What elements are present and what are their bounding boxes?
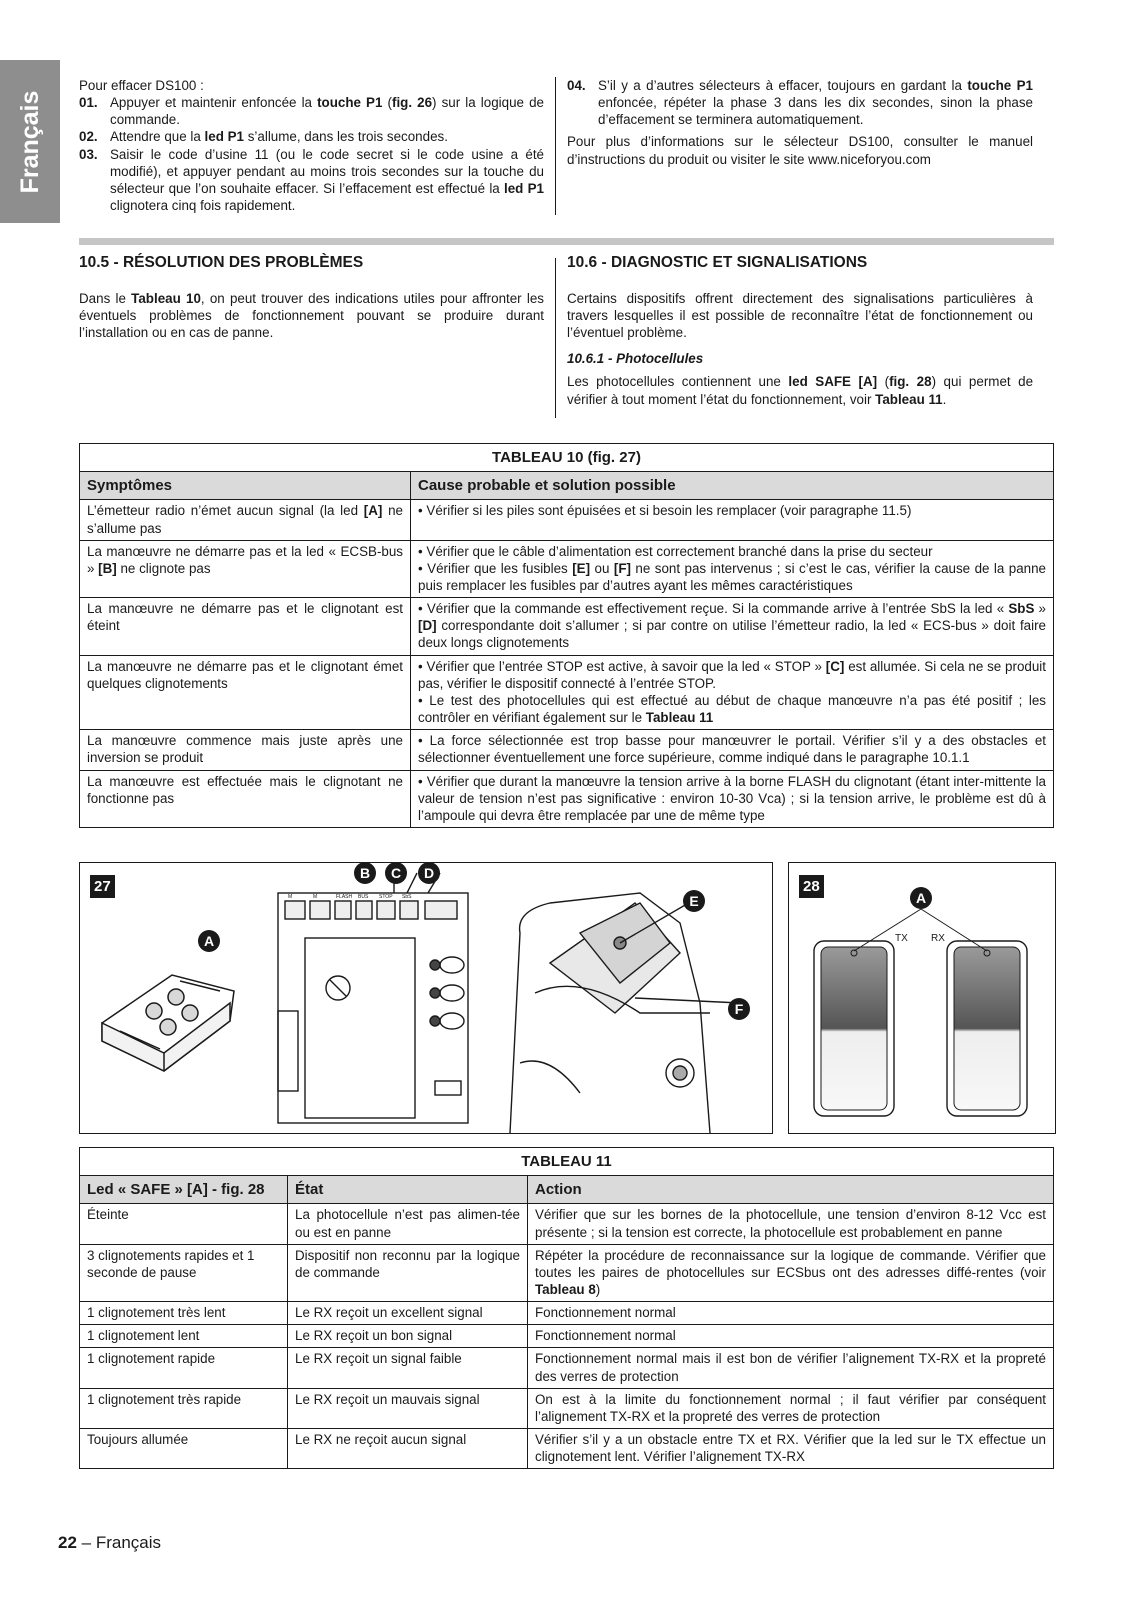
action-cell: Vérifier s’il y a un obstacle entre TX et RX. Vérifier que la led sur le TX effectue un clignotement lent. Vérifier l’alignement TX-RX — [528, 1429, 1054, 1469]
rx-label: RX — [931, 933, 945, 944]
step-03: 03. Saisir le code d’usine 11 (ou le code secret si le code usine a été modifié), et appuyer pendant au moins trois secondes sur la touche du sélecteur que l’on souhaite effacer. Si l’effacement est effectué la led P1 clignotera cinq fois rapidement. — [79, 146, 545, 214]
led-state-cell: Toujours allumée — [80, 1429, 288, 1469]
figure-27-illustration — [80, 863, 772, 1133]
solution-line: • La force sélectionnée est trop basse pour manœuvrer le portail. Vérifier s’il y a des obstacles et sélectionner éventuellement une force supérieure, comme indiqué dans le paragraphe 10.1.1 — [418, 733, 1046, 766]
table-11-header-etat: État — [288, 1176, 528, 1204]
column-divider-mid — [555, 258, 556, 418]
led-state-cell: 1 clignotement très rapide — [80, 1388, 288, 1428]
solution-cell — [411, 770, 1054, 827]
solution-line: • Vérifier que durant la manœuvre la tension arrive à la borne FLASH du clignotant (étant inter-mittente la valeur de tension n’est pas significative : environ 10-30 Vca) ; si la tension arrive, le problème est dû à l’ampoule qui devra être remplacée par une de même type — [418, 773, 1046, 823]
top-left-column — [79, 77, 544, 214]
etat-cell: Le RX reçoit un mauvais signal — [288, 1388, 528, 1428]
top-right-column — [567, 77, 1033, 168]
solution-cell — [411, 500, 1054, 540]
table-row — [80, 500, 1054, 540]
solution-line: • Le test des photocellules qui est effectué au début de chaque manœuvre n’a pas été positif ; les contrôler en vérifiant également sur le Tableau 11 — [418, 692, 1046, 726]
led-state-cell: 3 clignotements rapides et 1 seconde de pause — [80, 1244, 288, 1301]
table-11-title: TABLEAU 11 — [80, 1148, 1054, 1176]
terminal-label: BUS — [358, 894, 369, 900]
ds100-intro: Pour effacer DS100 : — [79, 78, 204, 93]
remote-control-drawing — [102, 975, 234, 1071]
symptom-cell: La manœuvre ne démarre pas et la led « ECSB-bus » [B] ne clignote pas — [80, 540, 411, 597]
table-10-title: TABLEAU 10 (fig. 27) — [80, 444, 1054, 472]
symptom-cell: La manœuvre commence mais juste après une inversion se produit — [80, 730, 411, 770]
footer-language: Français — [95, 1533, 162, 1552]
table-10 — [79, 443, 1054, 828]
table-row — [80, 770, 1054, 827]
figure-28 — [788, 862, 1056, 1134]
ds100-steps — [79, 94, 544, 214]
motor-housing-drawing — [510, 893, 740, 1133]
led-state-cell: 1 clignotement très lent — [80, 1302, 288, 1325]
symptom-cell: La manœuvre ne démarre pas et le clignotant émet quelques clignotements — [80, 655, 411, 730]
callout-c-stop-led: C — [385, 862, 407, 884]
led-state-cell: 1 clignotement lent — [80, 1325, 288, 1348]
solution-line: • Vérifier que le câble d’alimentation est correctement branché dans la prise du secteur — [418, 543, 933, 559]
section-10-6 — [567, 253, 1033, 408]
section-separator — [79, 238, 1054, 245]
solution-cell — [411, 598, 1054, 655]
action-cell: Fonctionnement normal mais il est bon de vérifier l’alignement TX-RX et la propreté des verres de protection — [528, 1348, 1054, 1388]
action-cell: Répéter la procédure de reconnaissance sur la logique de commande. Vérifier que toutes les paires de photocellules sur ECSbus ont des adresses diffé-rentes (voir Tableau 8) — [528, 1244, 1054, 1301]
table-row — [80, 1348, 1054, 1388]
callout-a-safe-led: A — [910, 887, 932, 909]
language-tab-label: Français — [16, 90, 44, 193]
table-row — [80, 1244, 1054, 1301]
control-unit-drawing — [278, 873, 468, 1123]
etat-cell: La photocellule n’est pas alimen-tée ou est en panne — [288, 1204, 528, 1244]
solution-cell — [411, 730, 1054, 770]
figure-27-number: 27 — [90, 875, 115, 898]
action-cell: Fonctionnement normal — [528, 1302, 1054, 1325]
table-11-header-action: Action — [528, 1176, 1054, 1204]
column-divider-top — [555, 77, 556, 215]
language-tab — [0, 60, 60, 223]
table-row — [80, 1429, 1054, 1469]
led-state-cell: Éteinte — [80, 1204, 288, 1244]
figure-28-number: 28 — [799, 875, 824, 898]
section-10-5 — [79, 253, 544, 341]
callout-a-remote: A — [198, 930, 220, 952]
table-11 — [79, 1147, 1054, 1469]
symptom-cell: La manœuvre est effectuée mais le clignotant ne fonctionne pas — [80, 770, 411, 827]
led-state-cell: 1 clignotement rapide — [80, 1348, 288, 1388]
etat-cell: Le RX ne reçoit aucun signal — [288, 1429, 528, 1469]
table-row — [80, 730, 1054, 770]
table-row — [80, 598, 1054, 655]
table-row — [80, 1302, 1054, 1325]
ds100-step-04: 04. S’il y a d’autres sélecteurs à effacer, toujours en gardant la touche P1 enfoncée, répéter la phase 3 dans les dix secondes, sinon la phase d’effacement se terminera automatiquement. — [567, 78, 1033, 128]
page-number: 22 — [58, 1533, 77, 1552]
page-footer: 22 – Français — [58, 1533, 162, 1552]
callout-f-fuse: F — [728, 998, 750, 1020]
solution-cell — [411, 655, 1054, 730]
photocell-tx-drawing — [814, 941, 894, 1116]
callout-b-ecsbus-led: B — [354, 862, 376, 884]
step-01: 01. Appuyer et maintenir enfoncée la touche P1 (fig. 26) sur la logique de commande. — [79, 95, 544, 128]
table-row — [80, 1204, 1054, 1244]
section-10-5-text: Dans le Tableau 10, on peut trouver des indications utiles pour affronter les éventuels problèmes de fonctionnement pouvant se produire durant l’installation ou en cas de panne. — [79, 290, 544, 341]
terminal-label: SbS — [402, 894, 412, 900]
photocell-rx-drawing — [947, 941, 1027, 1116]
solution-line: • Vérifier que les fusibles [E] ou [F] ne sont pas intervenus ; si c’est le cas, vérifier la cause de la panne puis remplacer les fusibles par d’autres ayant les mêmes caractéristiques — [418, 560, 1047, 593]
solution-line: • Vérifier que l’entrée STOP est active, à savoir que la led « STOP » [C] est allumée. Si cela ne se produit pas, vérifier le dispositif connecté à l’entrée STOP. — [418, 658, 1046, 691]
symptom-cell: La manœuvre ne démarre pas et le clignotant est éteint — [80, 598, 411, 655]
section-10-6-title: 10.6 - DIAGNOSTIC ET SIGNALISATIONS — [567, 254, 868, 271]
action-cell: Vérifier que sur les bornes de la photocellule, une tension d’environ 8-12 Vcc est présente ; si la tension est correcte, la photocellule est probablement en panne — [528, 1204, 1054, 1244]
etat-cell: Le RX reçoit un excellent signal — [288, 1302, 528, 1325]
table-row — [80, 1325, 1054, 1348]
figure-28-illustration — [789, 863, 1055, 1133]
etat-cell: Le RX reçoit un bon signal — [288, 1325, 528, 1348]
step-02: 02. Attendre que la led P1 s’allume, dans les trois secondes. — [79, 129, 448, 145]
table-11-header-led: Led « SAFE » [A] - fig. 28 — [80, 1176, 288, 1204]
etat-cell: Dispositif non reconnu par la logique de commande — [288, 1244, 528, 1301]
section-10-5-title: 10.5 - RÉSOLUTION DES PROBLÈMES — [79, 254, 364, 271]
terminal-label: M — [288, 894, 293, 900]
table-10-header-symptoms: Symptômes — [80, 472, 411, 500]
action-cell: On est à la limite du fonctionnement normal ; il faut vérifier par conséquent l’alignement TX-RX et la propreté des verres de protection — [528, 1388, 1054, 1428]
symptom-cell: L’émetteur radio n’émet aucun signal (la led [A] ne s’allume pas — [80, 500, 411, 540]
callout-d-sbs-led: D — [418, 862, 440, 884]
subsection-photocells-title: 10.6.1 - Photocellules — [567, 351, 704, 367]
table-row — [80, 540, 1054, 597]
callout-e-fuse: E — [683, 890, 705, 912]
action-cell: Fonctionnement normal — [528, 1325, 1054, 1348]
solution-line: • Vérifier si les piles sont épuisées et si besoin les remplacer (voir paragraphe 11.5) — [418, 503, 912, 519]
ds100-more-info: Pour plus d’informations sur le sélecteur DS100, consulter le manuel d’instructions du produit ou visiter le site www.niceforyou.com — [567, 134, 1033, 167]
solution-cell — [411, 540, 1054, 597]
solution-line: • Vérifier que la commande est effectivement reçue. Si la commande arrive à l’entrée SbS la led « SbS » [D] correspondante doit s’allumer ; si par contre on utilise l’émetteur radio, la led « ECS-bus » doit faire deux longs clignotements — [418, 601, 1047, 651]
terminal-label: STOP — [379, 894, 393, 900]
tx-label: TX — [895, 933, 908, 944]
photocells-text: Les photocellules contiennent une led SAFE [A] (fig. 28) qui permet de vérifier à tout moment l’état du fonctionnement, voir Tableau 11. — [567, 374, 1034, 407]
terminal-label: FLASH — [336, 894, 353, 900]
table-row — [80, 1388, 1054, 1428]
table-10-header-cause: Cause probable et solution possible — [411, 472, 1054, 500]
section-10-6-text: Certains dispositifs offrent directement des signalisations particulières à travers lesquelles il est possible de reconnaître l’état de fonctionnement ou l’éventuel problème. — [567, 290, 1033, 341]
etat-cell: Le RX reçoit un signal faible — [288, 1348, 528, 1388]
terminal-label: M — [313, 894, 318, 900]
table-row — [80, 655, 1054, 730]
figure-27 — [79, 862, 773, 1134]
